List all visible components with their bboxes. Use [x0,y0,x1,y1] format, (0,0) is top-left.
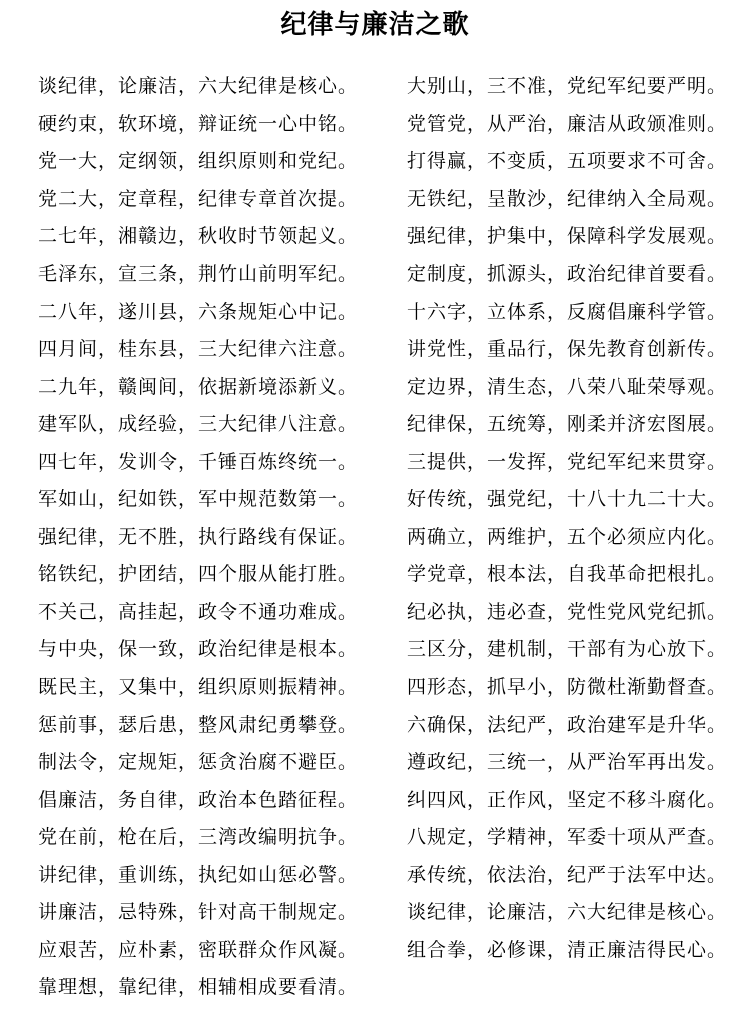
poem-line: 四月间，桂东县，三大纪律六注意。 [38,339,359,361]
poem-line: 二七年，湘赣边，秋收时节领起义。 [38,226,359,248]
poem-line: 硬约束，软环境，辩证统一心中铭。 [38,113,359,135]
poem-column-right [407,66,728,1005]
poem-line: 组合拳，必修课，清正廉洁得民心。 [407,939,728,961]
poem-line: 谈纪律，论廉洁，六大纪律是核心。 [38,76,359,98]
poem-line: 纪律保，五统筹，刚柔并济宏图展。 [407,414,728,436]
poem-line: 十六字，立体系，反腐倡廉科学管。 [407,301,728,323]
poem-line: 四形态，抓早小，防微杜渐勤督查。 [407,677,728,699]
poem-line: 大别山，三不准，党纪军纪要严明。 [407,76,728,98]
poem-line: 党在前，枪在后，三湾改编明抗争。 [38,827,359,849]
poem-line: 毛泽东，宣三条，荆竹山前明军纪。 [38,264,359,285]
poem-line: 三区分，建机制，干部有为心放下。 [407,639,728,661]
poem-line: 定制度，抓源头，政治纪律首要看。 [407,264,728,285]
poem-line: 制法令，定规矩，惩贪治腐不避臣。 [38,752,359,774]
poem-line: 二九年，赣闽间，依据新境添新义。 [38,376,359,398]
poem-line: 与中央，保一致，政治纪律是根本。 [38,639,359,661]
poem-line: 好传统，强党纪，十八十九二十大。 [407,489,728,511]
poem-line: 八规定，学精神，军委十项从严查。 [407,827,728,849]
poem-line: 靠理想，靠纪律，相辅相成要看清。 [38,977,359,999]
poem-line: 承传统，依法治，纪严于法军中达。 [407,864,728,886]
poem-line: 纠四风，正作风，坚定不移斗腐化。 [407,789,728,811]
poem-line: 学党章，根本法，自我革命把根扎。 [407,564,728,586]
poem-line: 惩前事，瑟后患，整风肃纪勇攀登。 [38,714,359,736]
poem-line: 建军队，成经验，三大纪律八注意。 [38,414,359,436]
poem-line: 定边界，清生态，八荣八耻荣辱观。 [407,376,728,398]
page-title: 纪律与廉洁之歌 [280,10,470,39]
poem-line: 打得赢，不变质，五项要求不可舍。 [407,151,728,173]
poem-line: 铭铁纪，护团结，四个服从能打胜。 [38,564,359,586]
poem-line: 四七年，发训令，千锤百炼终统一。 [38,451,359,473]
poem-columns [38,66,728,1005]
poem-line: 纪必执，违必查，党性党风党纪抓。 [407,601,728,623]
poem-line: 无铁纪，呈散沙，纪律纳入全局观。 [407,188,728,210]
poem-line: 遵政纪，三统一，从严治军再出发。 [407,752,728,774]
poem-line: 应艰苦，应朴素，密联群众作风凝。 [38,939,359,961]
poem-line: 强纪律，无不胜，执行路线有保证。 [38,526,359,548]
poem-line: 倡廉洁，务自律，政治本色踏征程。 [38,789,359,811]
poem-line: 讲党性，重品行，保先教育创新传。 [407,339,728,361]
poem-line: 党二大，定章程，纪律专章首次提。 [38,188,359,210]
poem-line: 党管党，从严治，廉洁从政颁准则。 [407,113,728,135]
poem-line: 两确立，两维护，五个必须应内化。 [407,526,728,548]
poem-line: 既民主，又集中，组织原则振精神。 [38,677,359,699]
poem-line: 党一大，定纲领，组织原则和党纪。 [38,151,359,173]
poem-line: 讲纪律，重训练，执纪如山惩必警。 [38,864,359,886]
poem-line: 不关己，高挂起，政令不通功难成。 [38,601,359,623]
poem-line: 谈纪律，论廉洁，六大纪律是核心。 [407,902,728,924]
poem-line: 六确保，法纪严，政治建军是升华。 [407,714,728,736]
poem-line: 军如山，纪如铁，军中规范数第一。 [38,489,359,511]
poem-line: 三提供，一发挥，党纪军纪来贯穿。 [407,451,728,473]
poem-line: 强纪律，护集中，保障科学发展观。 [407,226,728,248]
poem-line: 二八年，遂川县，六条规矩心中记。 [38,301,359,323]
poem-column-left [38,66,359,1005]
poem-line: 讲廉洁，忌特殊，针对高干制规定。 [38,902,359,924]
